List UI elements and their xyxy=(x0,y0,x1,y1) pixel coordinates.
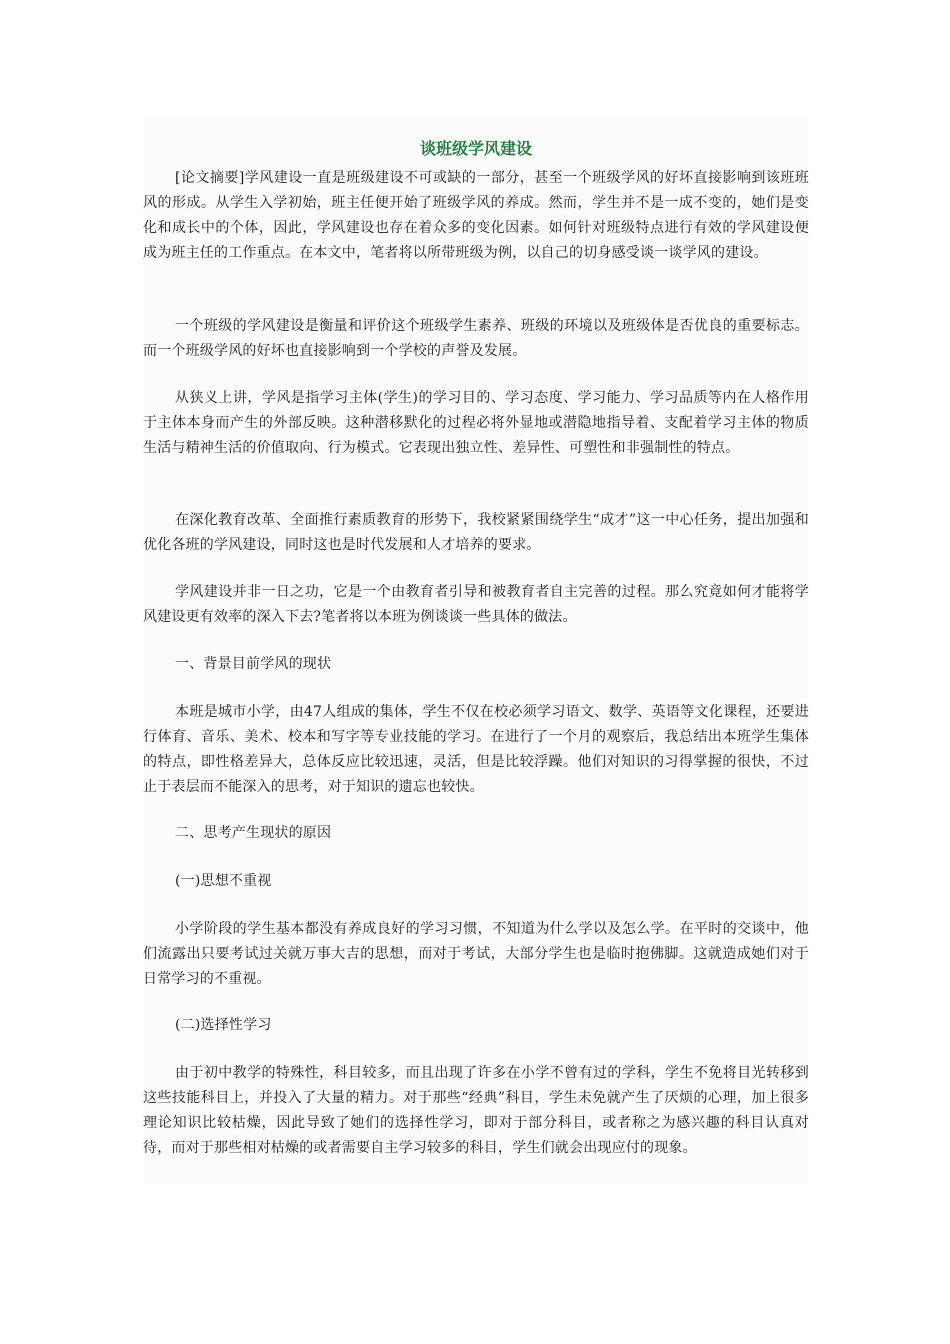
subsection-heading: (一)思想不重视 xyxy=(175,873,272,889)
subsection-heading: (二)选择性学习 xyxy=(175,1017,272,1033)
document-title: 谈班级学风建设 xyxy=(419,138,532,158)
body-paragraph: 在深化教育改革、全面推行素质教育的形势下，我校紧紧围绕学生“成才”这一中心任务，提出加强和优化各班的学风建设，同时这也是时代发展和人才培养的要求。 xyxy=(143,512,809,553)
body-paragraph: 本班是城市小学，由47人组成的集体，学生不仅在校必须学习语文、数学、英语等文化课程，还要进行体育、音乐、美术、校本和写字等专业技能的学习。在进行了一个月的观察后，我总结出本班学生集体的特点，即性格差异大，总体反应比较迅速，灵活，但是比较浮躁。他们对知识的习得掌握的很快，不过止于表层而不能深入的思考，对于知识的遗忘也较快。 xyxy=(143,704,809,795)
body-paragraph: 小学阶段的学生基本都没有养成良好的学习习惯，不知道为什么学以及怎么学。在平时的交谈中，他们流露出只要考试过关就万事大吉的思想，而对于考试，大部分学生也是临时抱佛脚。这就造成她们对于日常学习的不重视。 xyxy=(143,921,809,987)
section-heading: 二、思考产生现状的原因 xyxy=(175,825,332,841)
body-paragraph: 从狭义上讲，学风是指学习主体(学生)的学习目的、学习态度、学习能力、学习品质等内在人格作用于主体本身而产生的外部反映。这种潜移默化的过程必将外显地或潜隐地指导着、支配着学习主体的物质生活与精神生活的价值取向、行为模式。它表现出独立性、差异性、可塑性和非强制性的特点。 xyxy=(143,390,809,456)
body-paragraph: 一个班级的学风建设是衡量和评价这个班级学生素养、班级的环境以及班级体是否优良的重要标志。而一个班级学风的好坏也直接影响到一个学校的声誉及发展。 xyxy=(143,318,809,359)
body-paragraph: 由于初中教学的特殊性，科目较多，而且出现了许多在小学不曾有过的学科，学生不免将目光转移到这些技能科目上，并投入了大量的精力。对于那些“经典”科目，学生未免就产生了厌烦的心理，加上很多理论知识比较枯燥，因此导致了她们的选择性学习，即对于部分科目，或者称之为感兴趣的科目认真对待，而对于那些相对枯燥的或者需要自主学习较多的科目，学生们就会出现应付的现象。 xyxy=(143,1065,809,1156)
body-paragraph: 学风建设并非一日之功，它是一个由教育者引导和被教育者自主完善的过程。那么究竟如何才能将学风建设更有效率的深入下去?笔者将以本班为例谈谈一些具体的做法。 xyxy=(143,584,809,625)
section-heading: 一、背景目前学风的现状 xyxy=(175,656,332,672)
abstract-paragraph: [论文摘要]学风建设一直是班级建设不可或缺的一部分，甚至一个班级学风的好坏直接影响到该班班风的形成。从学生入学初始，班主任便开始了班级学风的养成。然而，学生并不是一成不变的，她们是变化和成长中的个体，因此，学风建设也存在着众多的变化因素。如何针对班级特点进行有效的学风建设便成为班主任的工作重点。在本文中，笔者将以所带班级为例，以自己的切身感受谈一谈学风的建设。 xyxy=(143,170,809,261)
